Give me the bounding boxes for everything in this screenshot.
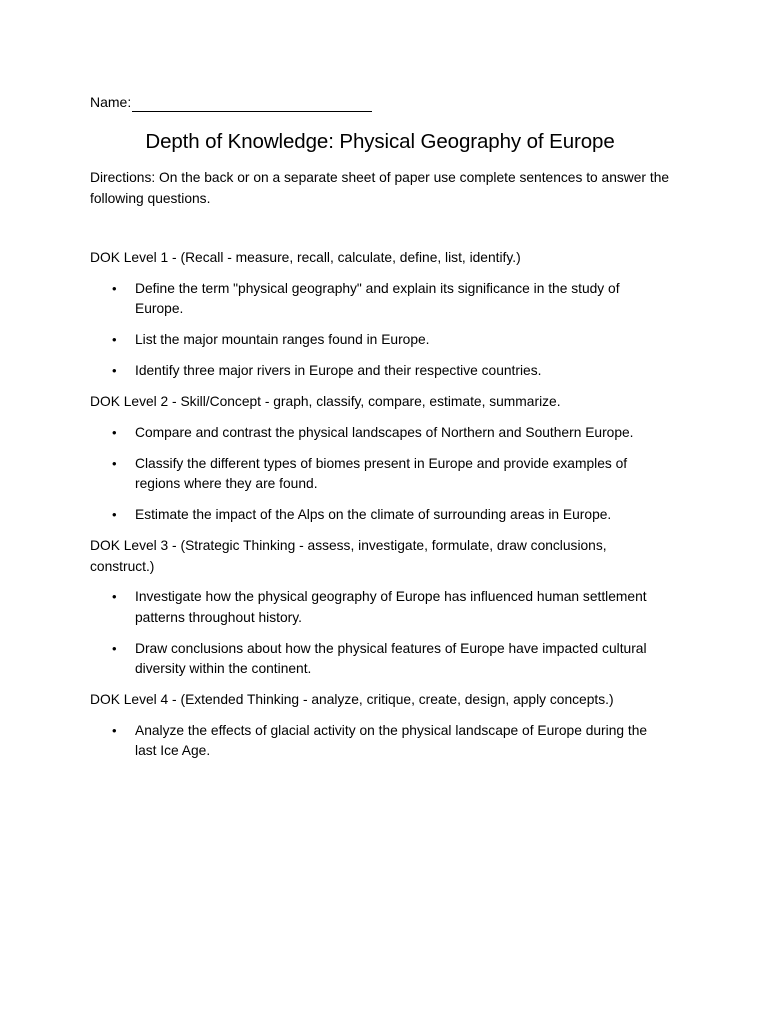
list-item [112, 330, 670, 351]
question-text: Draw conclusions about how the physical features of Europe have impacted cultural diversity within the continent. [135, 640, 647, 676]
bullet-icon: • [112, 424, 117, 440]
list-item [112, 505, 670, 526]
list-item [112, 587, 670, 628]
list-item [112, 721, 670, 762]
list-item [112, 423, 670, 444]
name-field-row [90, 92, 670, 112]
list-item [112, 639, 670, 680]
name-blank-line [132, 96, 372, 112]
bullet-icon: • [112, 640, 117, 656]
question-text: Analyze the effects of glacial activity on the physical landscape of Europe during the last Ice Age. [135, 722, 648, 758]
bullet-icon: • [112, 332, 117, 347]
dok-level-3-heading: DOK Level 3 - (Strategic Thinking - assess, investigate, formulate, draw conclusions, construct.) [90, 538, 607, 574]
dok-level-2-heading: DOK Level 2 - Skill/Concept - graph, classify, compare, estimate, summarize. [90, 394, 561, 409]
dok-level-4-heading: DOK Level 4 - (Extended Thinking - analyze, critique, create, design, apply concepts.) [90, 692, 614, 707]
question-text: Compare and contrast the physical landscapes of Northern and Southern Europe. [135, 424, 634, 440]
question-text: Define the term "physical geography" and explain its significance in the study of Europe. [135, 280, 620, 316]
list-item [112, 361, 670, 382]
dok-level-2-questions [90, 423, 670, 526]
bullet-icon: • [112, 589, 117, 604]
worksheet-title: Depth of Knowledge: Physical Geography of Europe [145, 130, 615, 153]
bullet-icon: • [112, 722, 117, 738]
worksheet-page [90, 92, 670, 772]
dok-level-4-questions [90, 721, 670, 762]
bullet-icon: • [112, 363, 117, 378]
name-label: Name: [90, 94, 132, 110]
directions-text: Directions: On the back or on a separate sheet of paper use complete sentences to answer the following questions. [90, 170, 670, 206]
dok-level-3-questions [90, 587, 670, 680]
bullet-icon: • [112, 280, 117, 296]
bullet-icon: • [112, 455, 117, 471]
list-item [112, 454, 670, 495]
dok-level-1-heading: DOK Level 1 - (Recall - measure, recall, calculate, define, list, identify.) [90, 250, 521, 265]
question-text: List the major mountain ranges found in Europe. [135, 332, 430, 347]
question-text: Classify the different types of biomes present in Europe and provide examples of regions where they are found. [135, 455, 628, 491]
question-text: Estimate the impact of the Alps on the climate of surrounding areas in Europe. [135, 507, 612, 522]
list-item [112, 279, 670, 320]
question-text: Identify three major rivers in Europe and their respective countries. [135, 363, 542, 378]
question-text: Investigate how the physical geography of Europe has influenced human settlement patterns throughout history. [135, 589, 647, 625]
bullet-icon: • [112, 507, 117, 522]
dok-level-1-questions [90, 279, 670, 382]
